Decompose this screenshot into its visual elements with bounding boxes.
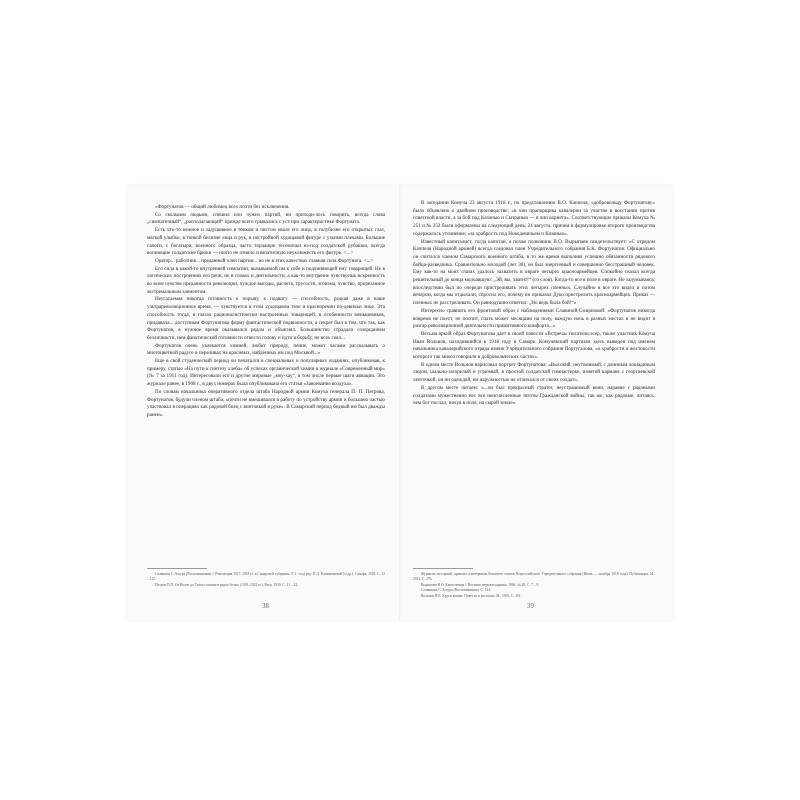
footnote: Петров П.П. От Волги до Тихого океана в рядах белых (1918–1922 гг.). Рига, 1930. С. 21 – 22. — [155, 582, 299, 587]
footnote: Славянина С.Эспура (Воспоминания). С. 124. — [421, 588, 492, 593]
paragraph: Есть что-то нежное и задушевное в тонком и чистом овале его лица, в голубизне его открытых глаз, мягкой улыбке, в тонкой белизне лица и рук, в нестройной худощавой фигуре с узкими плечами. Большие сапоги, с богатыри, военного образца, часто торчащие тесемочки из-под солдатской рубашки, всегда вопиющие солдатские брюки — ничто не отняло симпатичную неуклюжесть его фигуре. <...> — [147, 227, 385, 257]
footnote: Журналы заседаний, приказы и материалы Комитета членов Всероссийского Учредительного собрания (Июнь — октябрь 1918 года). Публикация. М., 2011. С. 276. — [413, 572, 655, 582]
paragraph: Его сила в какой-то внутренней симпатии, вызываемой им к себе и подчиняющей ему товарищей. Не в логических построениях его речи, не в словах и деятельности, а как-то внутренне чувствуешь искренность во всем чувстве преданности революции, чуждое выгоды, расчета, трусости, эгоизма, чувство, прорезанное экстремальным элементом. — [147, 265, 385, 295]
paragraph: Со скольким людьми, спешил или чужих партий, ни приходи-лось говорить, всегда слова „симпатичный“, „располагающий“ прежде всего срывались с уст при характеристике Фортуната. — [147, 211, 385, 226]
paragraph: Оратор... работник... преданный член партии... но не в этих качествах главная сила Фортуната. <...> — [155, 257, 374, 264]
footnote-divider — [413, 568, 473, 569]
book-spread — [127, 185, 673, 621]
right-page-footnotes — [413, 572, 655, 599]
paragraph: Еще в свой студенческий период он печатался в специальных и популярных изданиях, опубликовав, к примеру, статью «На пути к синтезу хлеба» об успехах органической химии в журнале «Современный мир» (№ 7 за 1911 год). Интересовали его и другие мировые „моу-хау“, в том числе первые шаги авиации. Эго журнале ранее, в 1908 г., в двух номерах была опубликована его статья «Завоевание воздуха». — [147, 358, 385, 388]
paragraph: Неугасаемая никогда готовность к порыву, к подвигу — способность, редкая даже в наше ультрареволюционное время, — чувствуется в этом худощавом теле и красноречии по-девичьи лице. Эта способность тогда, в глазах рационалистически настроенных товарищей, в особенности меньшевиков, придавала... доступным Фортунатова форму фантастической подвижности, а секрет был в том, что так, как Фортунатов, в нужное время оказывался рядом и объяснял. Большинство страдало созерцанием безличности, нем фанатической готовности отвести голову и идти в борьбу, не всех сеял... — [147, 296, 385, 341]
left-page-footnotes — [147, 572, 385, 588]
paragraph: В другом месте читаем: «...он был прекрасный стратег, неустрашимый воин, наравне с рядовыми солдатами мужественно нес все неисчисленные тяготы Гражданской войны, так же, как рядовые, питаясь, чем бог послал, ночуя в поле, на сырой земле». — [413, 384, 655, 407]
page-number: 39 — [527, 602, 534, 610]
paragraph: Фортунатов очень увлекается химией, любит природу, пение, может часами рассказывать о многоцветной радуге и переливах на красивых, найденных им под Москвой...» — [147, 342, 385, 357]
right-page-body — [413, 200, 655, 408]
paragraph: Известный капиталист, тогда капитан, а позже полковник В.О. Вырыпаев свидетельствует: «С отрядом Каппеля (Народной армией) всегда следовал член Учредительного собрания Б.К. Фортунатов. Официально он считался членом Самарского военного штаба, в то же время выполнял успешно обязанности рядового бойца-разведчика. Сравнительно молодой (лет 30), он был энергичный и совершенно бесстрашный человек. Ему как-то на моих глазах удалось захватить в овраге четырех красноармейцев. Спокойно сказал всегда решительный до конца молчавшую: „Эй, вы, хватит!“ (со слов). Когда-то все в поле в овраге. Не задумываясь, впоследствии был по очереди пристреливать этих четырех пленных. Случайно в все это видел и потом вечером, когда мы отдыхали, спросил его, почему он приказал Дуко пристрелить красноармейцев. Приказ — пленных не расстреливать. Он равнодушно ответил: „Но ведь была бой!“» — [413, 238, 655, 307]
footnote-divider — [147, 568, 207, 569]
paragraph: В одном месте Вольнов нарисовал портрет Фортунатова: «Высокий, неутомимый, с длинным лошадиным лицом, шально-загорелый и угрюмый, в простой солдатской гимнастерке, изнятой кармане с георгиевской ленточкой, он ни одеждой, ни наружностью не отличался от своих солдат». — [413, 361, 655, 384]
left-page — [127, 185, 399, 621]
footnote: Вольнов И.Е. Круги жизни: Повести и рассказы. М., 1991. С. 291. — [421, 593, 522, 598]
page-number: 38 — [262, 602, 269, 610]
paragraph: «Фортунатов — общий любимец всех почти без исключения. — [155, 204, 290, 210]
paragraph: Интересно сравнить его фронтовой образ с наблюдениями Славиной-Смирновой: «Фортунатов никогда вовремя не поест, не поспит, спать может месяцами на полу, каждую ночь в разных местах и не видит в разгар революционной деятельности примитивного комфорта...» — [413, 307, 655, 330]
paragraph: Весьма яркий образ Фортунатова дает в своей повести «Встреча» писатель-эсер, также участник Комуча Иван Вольнов, находившийся в 1918 году в Самаре. Комучевский партизан здесь выведен под именем начальника кавалерийского отряда имени Учредительного собрания Португалова, «о храбрости и жестокости которого так много говорили в добровольческих частях». — [413, 330, 655, 361]
paragraph: По словам начальника оперативного отдела штаба Народной армии Комуча генерала П. П. Петрова, Фортунатов, будучи членом штаба, «почти не вмешивался в работу по устройству армии и большею частью участвовал в операциях как рядовой боец с винтовкой в руке». В Самарский период бедный им был дважды ранен». — [147, 388, 385, 418]
footnote: Вырыпаев В.О. Каппелевцы // Вестник первопоходника. 1964. № 28. С. 7 – 9. — [421, 582, 540, 587]
paragraph: В заседании Комуча 23 августа 1918 г., по представлению В.О. Каппеля, «добровольцу Фортунатову» было объявлено о двойном производстве: «в чин прапорщика кавалерии за участие в восстании против советской власти, а за бой под Казанью и Сызранью — в чин корнета». Соответствующие приказы Комуча № 251 и № 252 были оформлены на следующий день, 24 августа, причем в формулировке второго производства содержалось уточнение: «за храбрость под Новодевичьем и Казанью». — [413, 200, 655, 237]
left-page-body — [147, 204, 385, 420]
right-page — [401, 185, 673, 621]
footnote: Славянин С.Эспура (Воспоминания) // Революция 1917–1918 гг. в Самарской губернии. Т. 1 / под ред. П.Д. Клинковаевой [и др.]. Самара, 1918. С. 12 – 125. — [147, 572, 385, 582]
